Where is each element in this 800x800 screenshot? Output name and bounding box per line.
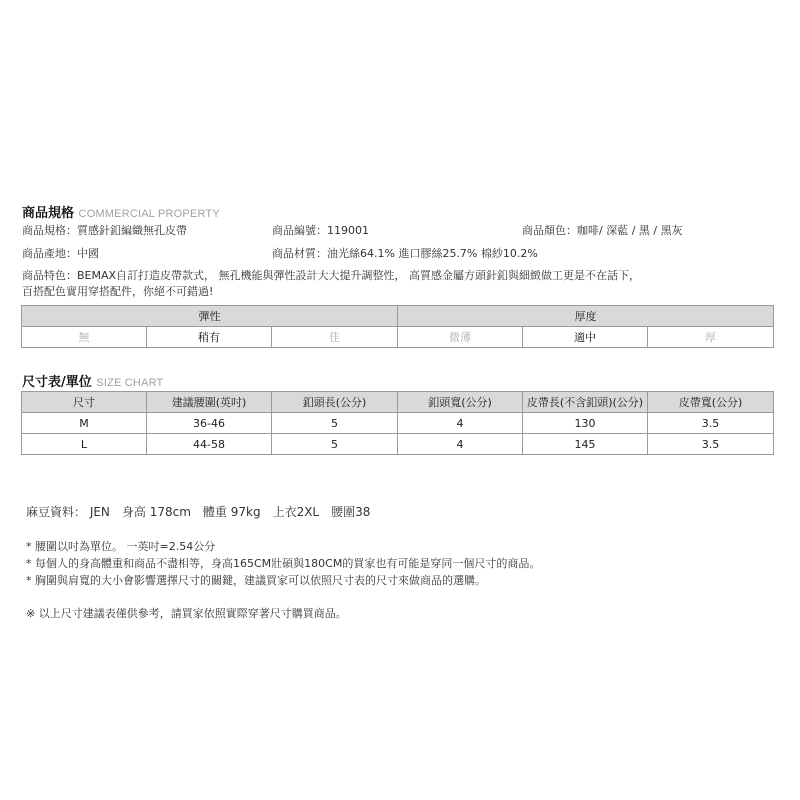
spec-title-en: COMMERCIAL PROPERTY <box>78 208 220 220</box>
spec-title <box>22 202 220 221</box>
size-cell: L <box>22 434 147 455</box>
size-cell: 4 <box>398 413 523 434</box>
size-col-header: 釦頭寬(公分) <box>398 392 523 413</box>
model-info: 麻豆資料： JEN 身高 178cm 體重 97kg 上衣2XL 腰圍38 <box>26 505 371 519</box>
spec-colors: 商品顏色：咖啡/ 深藍 / 黑 / 黑灰 <box>522 224 683 237</box>
property-cell-selected: 稍有 <box>147 327 272 348</box>
size-chart-title-en: SIZE CHART <box>96 377 164 389</box>
property-table <box>21 305 774 348</box>
note-item: * 胸圍與肩寬的大小會影響選擇尺寸的關鍵，建議買家可以依照尺寸表的尺寸來做商品的選購。 <box>26 574 486 587</box>
size-chart-table <box>21 391 774 455</box>
table-row <box>22 413 774 434</box>
spec-feature-line2: 百搭配色實用穿搭配件，你絕不可錯過! <box>22 285 214 298</box>
size-col-header: 尺寸 <box>22 392 147 413</box>
note-item: * 每個人的身高體重和商品不盡相等，身高165CM壯碩與180CM的買家也有可能是穿同一個尺寸的商品。 <box>26 557 541 570</box>
property-cell: 厚 <box>648 327 774 348</box>
size-col-header: 皮帶寬(公分) <box>648 392 774 413</box>
size-cell: 44-58 <box>147 434 272 455</box>
spec-name: 商品規格：質感針釦編織無孔皮帶 <box>22 224 187 237</box>
property-cell: 佳 <box>272 327 398 348</box>
size-chart-title <box>22 371 163 390</box>
note-item: * 腰圍以吋為單位。 一英吋=2.54公分 <box>26 540 216 553</box>
size-cell: 5 <box>272 413 398 434</box>
spec-material: 商品材質：油光絲64.1% 進口膠絲25.7% 棉紗10.2% <box>272 247 538 260</box>
table-row <box>22 434 774 455</box>
property-cell: 無 <box>22 327 147 348</box>
size-cell: 130 <box>523 413 648 434</box>
size-cell: 36-46 <box>147 413 272 434</box>
size-cell: 3.5 <box>648 434 774 455</box>
size-cell: 5 <box>272 434 398 455</box>
property-header-thickness: 厚度 <box>398 306 774 327</box>
size-chart-title-zh: 尺寸表/單位 <box>22 375 92 390</box>
size-cell: M <box>22 413 147 434</box>
property-header-elasticity: 彈性 <box>22 306 398 327</box>
size-cell: 145 <box>523 434 648 455</box>
spec-item-number: 商品編號：119001 <box>272 224 369 237</box>
disclaimer: ※ 以上尺寸建議表僅供參考，請買家依照實際穿著尺寸購買商品。 <box>26 607 347 620</box>
spec-feature-line1: 商品特色：BEMAX自訂打造皮帶款式， 無孔機能與彈性設計大大提升調整性， 高質感金屬方頭針釦與細緻做工更是不在話下， <box>22 269 641 282</box>
property-cell: 微薄 <box>398 327 523 348</box>
spec-title-zh: 商品規格 <box>22 206 75 221</box>
spec-origin: 商品產地：中國 <box>22 247 99 260</box>
size-col-header: 釦頭長(公分) <box>272 392 398 413</box>
size-cell: 3.5 <box>648 413 774 434</box>
size-col-header: 皮帶長(不含釦頭)(公分) <box>523 392 648 413</box>
property-cell-selected: 適中 <box>523 327 648 348</box>
size-col-header: 建議腰圍(英吋) <box>147 392 272 413</box>
size-cell: 4 <box>398 434 523 455</box>
